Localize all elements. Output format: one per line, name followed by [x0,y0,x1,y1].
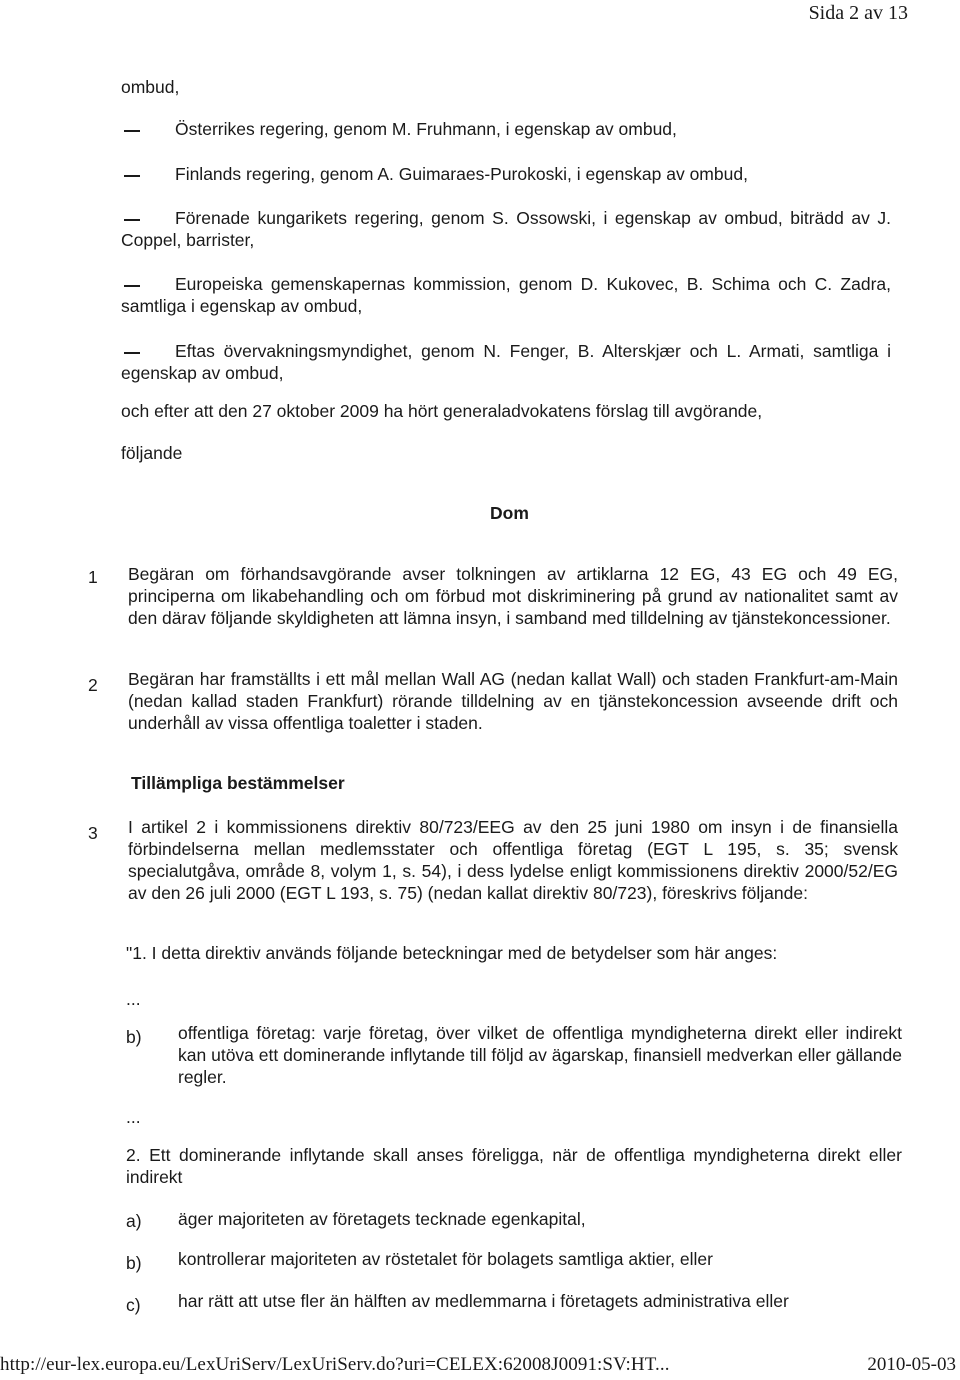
hearing-text: och efter att den 27 oktober 2009 ha hört generaladvokatens förslag till avgörande, [121,401,763,421]
party-item: Österrikes regering, genom M. Fruhmann, i egenskap av ombud, [175,119,677,139]
judgment-title: Dom [490,503,529,523]
quote-item-text: äger majoriteten av företagets tecknade egenkapital, [178,1209,586,1229]
dash-bullet [124,175,140,177]
quote-line: "1. I detta direktiv används följande beteckningar med de betydelser som här anges: [126,943,778,963]
following-text: följande [121,443,183,463]
quote-item-text: kontrollerar majoriteten av röstetalet för bolagets samtliga aktier, eller [178,1249,713,1269]
parties-intro: ombud, [121,77,180,97]
quote-item-label: b) [126,1027,142,1047]
section-heading: Tillämpliga bestämmelser [131,773,345,793]
quote-item-label: b) [126,1253,142,1273]
footer-date: 2010-05-03 [867,1354,956,1375]
paragraph-number: 2 [88,675,98,695]
party-item: Förenade kungarikets regering, genom S. Ossowski, i egenskap av ombud, biträdd av J. Coppel, barrister, [121,208,891,250]
quote-ellipsis: ... [126,989,141,1009]
party-item: Eftas övervakningsmyndighet, genom N. Fenger, B. Alterskjær och L. Armati, samtliga i egenskap av ombud, [121,341,891,383]
footer-url[interactable]: http://eur-lex.europa.eu/LexUriServ/LexUriServ.do?uri=CELEX:62008J0091:SV:HT... [0,1354,670,1375]
quote-item-label: c) [126,1295,141,1315]
party-item: Europeiska gemenskapernas kommission, genom D. Kukovec, B. Schima och C. Zadra, samtliga i egenskap av ombud, [121,274,891,316]
paragraph-text: I artikel 2 i kommissionens direktiv 80/723/EEG av den 25 juni 1980 om insyn i de finansiella förbindelserna mellan medlemsstater och offentliga företag (EGT L 195, s. 35; svensk specialutgåva, område 8, volym 1, s. 54), i dess lydelse enligt kommissionens direktiv 2000/52/EG av den 26 juli 2000 (EGT L 193, s. 75) (nedan kallat direktiv 80/723), föreskrivs följande: [128,817,898,903]
quote-item-text: offentliga företag: varje företag, över vilket de offentliga myndigheterna direkt eller indirekt kan utöva ett dominerande inflytande till följd av ägarskap, finansiell medverkan eller gällande regler. [178,1023,902,1087]
page-indicator: Sida 2 av 13 [808,2,908,24]
quote-item-label: a) [126,1211,142,1231]
paragraph-number: 3 [88,823,98,843]
quote-item-text: har rätt att utse fler än hälften av medlemmarna i företagets administrativa eller [178,1291,789,1311]
dash-bullet [124,130,140,132]
party-item: Finlands regering, genom A. Guimaraes-Purokoski, i egenskap av ombud, [175,164,748,184]
quote-ellipsis: ... [126,1107,141,1127]
quote-paragraph: 2. Ett dominerande inflytande skall anses föreligga, när de offentliga myndigheterna direkt eller indirekt [126,1145,902,1187]
paragraph-text: Begäran har framställts i ett mål mellan Wall AG (nedan kallat Wall) och staden Frankfurt-am-Main (nedan kallad staden Frankfurt) rörande tilldelning av en tjänstekoncession avseende drift och underhåll av vissa offentliga toaletter i staden. [128,669,898,733]
paragraph-number: 1 [88,567,98,587]
paragraph-text: Begäran om förhandsavgörande avser tolkningen av artiklarna 12 EG, 43 EG och 49 EG, principerna om likabehandling och om förbud mot diskriminering på grund av nationalitet samt av den därav följande skyldigheten att lämna insyn, i samband med tilldelning av tjänstekoncessioner. [128,564,898,628]
